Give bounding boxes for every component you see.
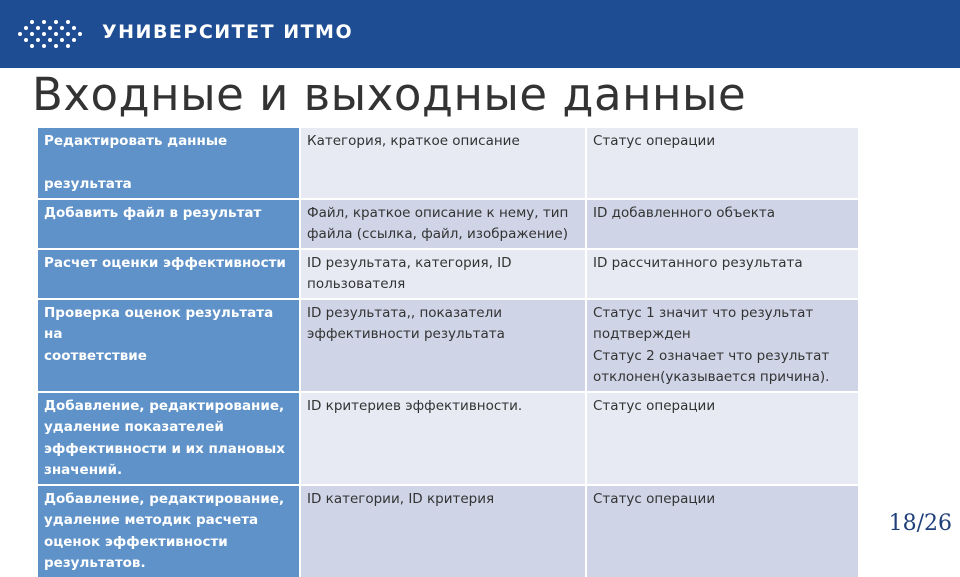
cell-line: эффективности результата <box>307 326 505 342</box>
output-cell <box>586 127 859 199</box>
operation-cell <box>38 249 300 299</box>
table-row <box>38 127 859 199</box>
cell-line: ID критериев эффективности. <box>307 397 523 414</box>
cell-line: ID результата, категория, ID <box>307 254 512 271</box>
brand-name: УНИВЕРСИТЕТ ИТМО <box>102 21 354 43</box>
operation-cell <box>38 485 300 577</box>
cell-line: Статус 1 значит что результат <box>593 304 814 321</box>
output-cell <box>586 249 859 299</box>
cell-line: подтвержден <box>593 326 691 342</box>
cell-line: значений. <box>44 462 123 478</box>
cell-line: эффективности и их плановых <box>44 440 285 457</box>
cell-line: результатов. <box>44 555 146 571</box>
cell-line: результата <box>44 176 132 192</box>
cell-line: Категория, краткое описание <box>307 133 520 149</box>
input-cell <box>300 127 586 199</box>
input-cell <box>300 299 586 392</box>
page-number: 18/26 <box>888 511 952 536</box>
cell-line: пользователя <box>307 276 406 292</box>
header-banner <box>0 0 960 68</box>
table-row <box>38 485 859 577</box>
table-row <box>38 199 859 249</box>
cell-line: удаление методик расчета <box>44 512 259 528</box>
cell-line: Статус операции <box>593 490 716 507</box>
cell-line: Редактировать данные <box>44 133 228 149</box>
input-cell <box>300 199 586 249</box>
cell-line: Файл, краткое описание к нему, тип <box>307 204 569 221</box>
cell-line <box>44 153 293 175</box>
cell-line: ID рассчитанного результата <box>593 254 803 271</box>
output-cell <box>586 299 859 392</box>
slide-title: Входные и выходные данные <box>32 68 747 121</box>
input-cell <box>300 392 586 485</box>
operation-cell <box>38 127 300 199</box>
cell-line: Расчет оценки эффективности <box>44 254 286 271</box>
operation-cell <box>38 199 300 249</box>
table-row <box>38 249 859 299</box>
cell-line: Проверка оценок результата на <box>44 304 274 342</box>
output-cell <box>586 392 859 485</box>
output-cell <box>586 485 859 577</box>
cell-line: Статус операции <box>593 397 716 414</box>
cell-line: Добавление, редактирование, <box>44 490 285 507</box>
data-table <box>38 126 860 577</box>
output-cell <box>586 199 859 249</box>
cell-line: оценок эффективности <box>44 533 228 550</box>
cell-line: удаление показателей <box>44 419 224 435</box>
input-cell <box>300 249 586 299</box>
operation-cell <box>38 392 300 485</box>
cell-line: отклонен(указывается причина). <box>593 369 830 385</box>
cell-line: ID результата,, показатели <box>307 304 502 321</box>
input-cell <box>300 485 586 577</box>
cell-line: ID категории, ID критерия <box>307 490 495 507</box>
cell-line: Статус операции <box>593 133 716 149</box>
cell-line: Статус 2 означает что результат <box>593 347 830 364</box>
cell-line: Добавление, редактирование, <box>44 397 285 414</box>
table-row <box>38 392 859 485</box>
table-row <box>38 299 859 392</box>
cell-line: Добавить файл в результат <box>44 204 262 221</box>
operation-cell <box>38 299 300 392</box>
cell-line: ID добавленного объекта <box>593 204 776 221</box>
cell-line: файла (ссылка, файл, изображение) <box>307 226 569 242</box>
cell-line: соответствие <box>44 347 147 364</box>
itmo-dots-logo-icon <box>16 16 88 52</box>
